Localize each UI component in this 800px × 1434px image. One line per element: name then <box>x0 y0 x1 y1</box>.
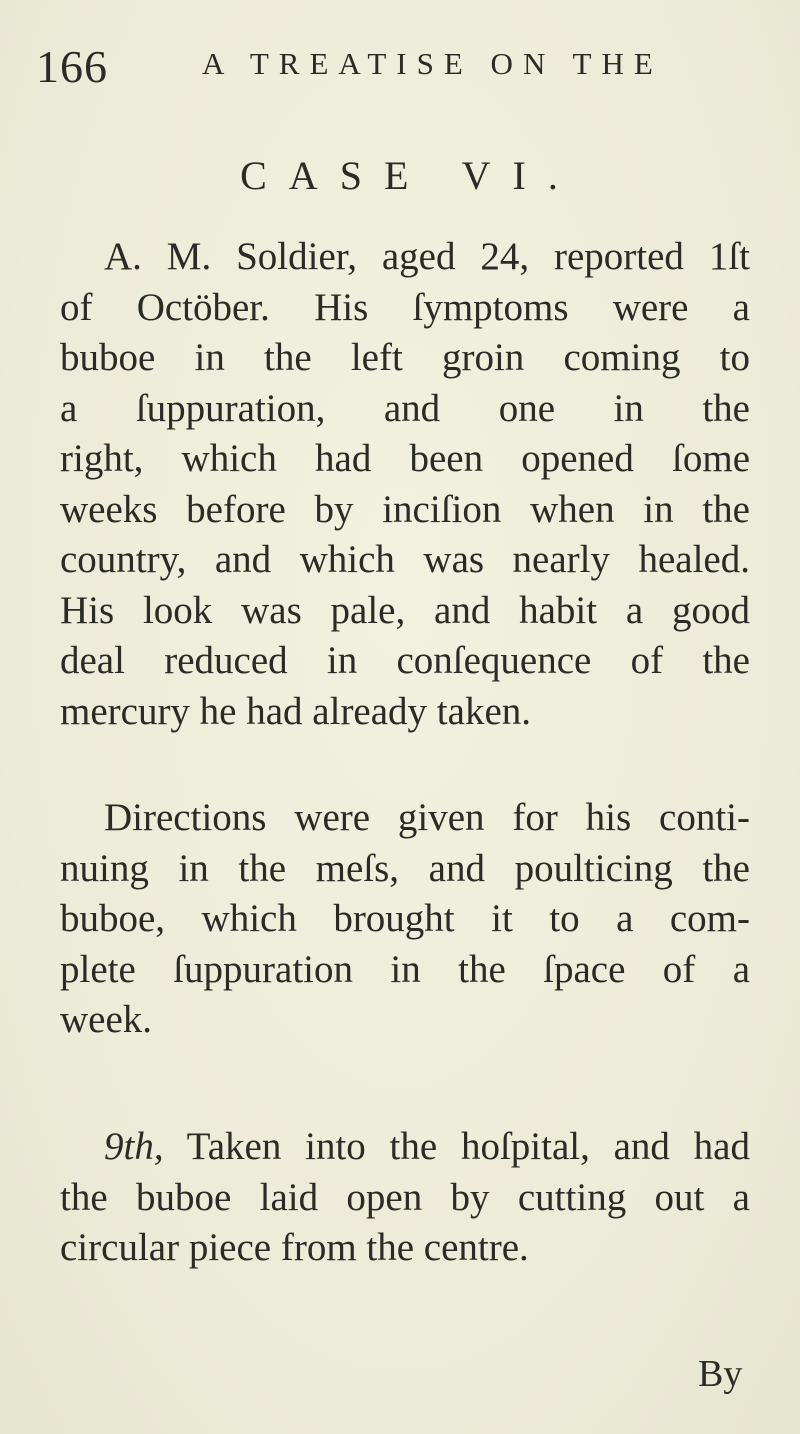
text-line: His look was pale, and habit a good <box>60 588 750 632</box>
text-line: right, which had been opened ſome <box>60 437 750 480</box>
text-line: the buboe laid open by cutting out a <box>60 1175 750 1219</box>
text-line: week. <box>60 998 153 1041</box>
text-line: A. M. Soldier, aged 24, reported 1ſt <box>104 235 750 278</box>
text-line: buboe in the left groin coming to <box>60 336 750 379</box>
text-line: buboe, which brought it to a com- <box>60 897 750 940</box>
text-line: country, and which was nearly healed. <box>60 538 750 581</box>
catchword: By <box>698 1353 743 1395</box>
text-line: plete ſuppuration in the ſpace of a <box>60 947 750 991</box>
text-line: mercury he had already taken. <box>60 689 532 733</box>
running-head: A TREATISE ON THE <box>202 46 663 81</box>
paragraph-2 <box>60 793 750 1046</box>
text-fragment: Taken into the hoſpital, and had <box>163 1125 750 1168</box>
text-line: Directions were given for his conti- <box>104 796 750 839</box>
case-title: CASE VI. <box>240 153 580 198</box>
page-header <box>36 40 766 100</box>
text-line <box>60 1122 750 1173</box>
text-line: a ſuppuration, and one in the <box>60 386 750 430</box>
paragraph-1 <box>60 232 750 737</box>
text-line: circular piece from the centre. <box>60 1226 529 1269</box>
text-line: of Octöber. His ſymptoms were a <box>60 285 750 329</box>
paragraph-3 <box>60 1122 750 1274</box>
text-line: deal reduced in conſequence of the <box>60 639 750 682</box>
page-number: 166 <box>36 41 108 92</box>
text-line: weeks before by inciſion when in the <box>60 487 750 531</box>
text-line: nuing in the meſs, and poulticing the <box>60 846 750 890</box>
date-label: 9th, <box>104 1125 164 1168</box>
